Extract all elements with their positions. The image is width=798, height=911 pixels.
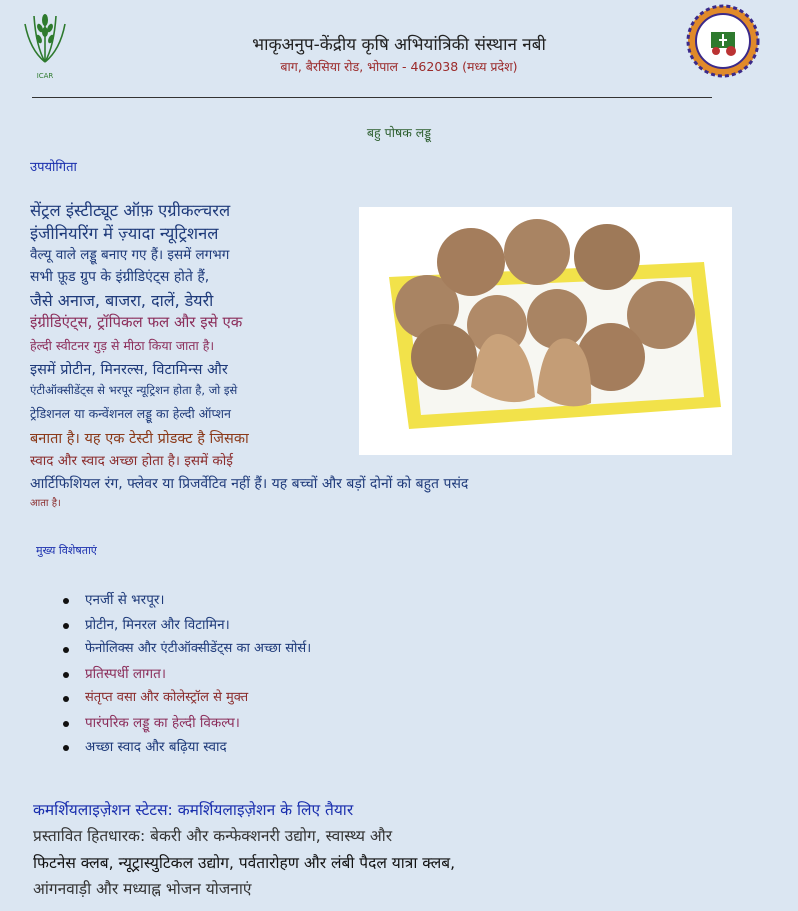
feature-text: प्रतिस्पर्धी लागत। xyxy=(85,665,166,682)
feature-item xyxy=(60,735,311,760)
bullet-icon xyxy=(63,672,69,678)
description-line: एंटीऑक्सीडेंट्स से भरपूर न्यूट्रिशन होता है, जो इसे xyxy=(30,383,238,397)
description-line: आता है। xyxy=(30,498,61,509)
stakeholders-line: आंगनवाड़ी और मध्याह्न भोजन योजनाएं xyxy=(33,880,252,898)
bullet-icon xyxy=(63,598,69,604)
header-divider xyxy=(32,97,712,98)
feature-text: प्रोटीन, मिनरल और विटामिन। xyxy=(85,616,230,633)
organization-title: भाकृअनुप-केंद्रीय कृषि अभियांत्रिकी संस्थान नबी xyxy=(252,35,546,55)
description-line: ट्रेडिशनल या कन्वेंशनल लड्डू का हेल्दी ऑप्शन xyxy=(30,406,231,421)
feature-item xyxy=(60,588,311,613)
organization-address: बाग, बैरसिया रोड, भोपाल - 462038 (मध्य प्रदेश) xyxy=(280,59,518,74)
document-title: बहु पोषक लड्डू xyxy=(366,125,432,140)
bullet-icon xyxy=(63,721,69,727)
feature-item xyxy=(60,711,311,736)
laddu-product-photo xyxy=(359,207,732,455)
description-line: जैसे अनाज, बाजरा, दालें, डेयरी xyxy=(30,291,214,310)
description-line: इंग्रीडिएंट्स, ट्रॉपिकल फल और इसे एक xyxy=(30,313,243,331)
description-line: सेंट्रल इंस्टीट्यूट ऑफ़ एग्रीकल्चरल xyxy=(30,201,231,220)
feature-text: अच्छा स्वाद और बढ़िया स्वाद xyxy=(85,739,227,755)
description-line: आर्टिफिशियल रंग, फ्लेवर या प्रिजर्वेटिव नहीं हैं। यह बच्चों और बड़ों दोनों को बहुत पसंद xyxy=(30,476,469,492)
feature-text: फेनोलिक्स और एंटीऑक्सीडेंट्स का अच्छा सोर्स। xyxy=(85,641,312,656)
feature-text: एनर्जी से भरपूर। xyxy=(85,592,165,608)
description-line: वैल्यू वाले लड्डू बनाए गए हैं। इसमें लगभग xyxy=(30,247,230,263)
uses-heading: उपयोगिता xyxy=(30,160,77,175)
bullet-icon xyxy=(63,647,69,653)
key-features-heading: मुख्य विशेषताएं xyxy=(36,544,97,557)
description-line: सभी फ़ूड ग्रुप के इंग्रीडिएंट्स होते हैं, xyxy=(30,269,210,285)
bullet-icon xyxy=(63,745,69,751)
feature-item xyxy=(60,637,311,662)
feature-item xyxy=(60,686,311,711)
feature-item xyxy=(60,662,311,687)
description-line: इसमें प्रोटीन, मिनरल्स, विटामिन्स और xyxy=(30,362,228,378)
description-line: इंजीनियरिंग में ज़्यादा न्यूट्रिशनल xyxy=(30,224,219,243)
svg-text:ICAR: ICAR xyxy=(36,72,54,80)
description-line: हेल्दी स्वीटनर गुड़ से मीठा किया जाता है। xyxy=(30,338,215,353)
stakeholders-line: फिटनेस क्लब, न्यूट्रास्युटिकल उद्योग, पर्वतारोहण और लंबी पैदल यात्रा क्लब, xyxy=(33,854,455,872)
description-line: बनाता है। यह एक टेस्टी प्रोडक्ट है जिसका xyxy=(30,431,249,447)
description-line: स्वाद और स्वाद अच्छा होता है। इसमें कोई xyxy=(30,453,233,469)
bullet-icon xyxy=(63,623,69,629)
bullet-icon xyxy=(63,696,69,702)
stakeholders-line: प्रस्तावित हितधारक: बेकरी और कन्फेक्शनरी उद्योग, स्वास्थ्य और xyxy=(33,827,393,845)
feature-text: संतृप्त वसा और कोलेस्ट्रॉल से मुक्त xyxy=(85,690,249,705)
commercialization-status: कमर्शियलाइज़ेशन स्टेटस: कमर्शियलाइज़ेशन के लिए तैयार xyxy=(33,801,354,819)
features-list xyxy=(60,588,311,760)
feature-item xyxy=(60,613,311,638)
laddu-plate-photo xyxy=(359,207,732,455)
feature-text: पारंपरिक लड्डू का हेल्दी विकल्प। xyxy=(85,714,240,731)
